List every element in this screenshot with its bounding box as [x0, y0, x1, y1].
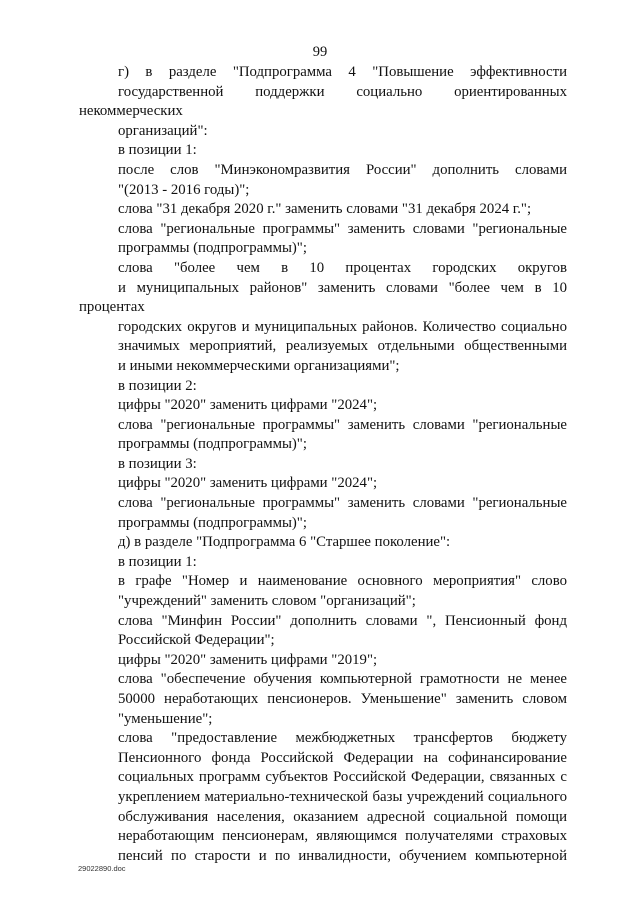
text-line: слова "региональные программы" заменить словами "региональные	[118, 495, 567, 512]
text-line: слова "региональные программы" заменить словами "региональные	[118, 220, 567, 237]
file-name-footer: 29022890.doc	[78, 864, 126, 873]
text-line: программы (подпрограммы)";	[118, 436, 307, 453]
paragraph	[79, 377, 567, 397]
text-line: Пенсионного фонда Российской Федерации на софинансирование	[118, 749, 567, 766]
text-line: программы (подпрограммы)";	[118, 240, 307, 257]
page-number: 99	[312, 44, 328, 60]
text-line: цифры "2020" заменить цифрами "2019";	[118, 651, 378, 668]
paragraph	[79, 670, 567, 729]
text-line: неработающим пенсионерам, являющимся получателями страховых	[118, 828, 567, 845]
paragraph	[79, 396, 567, 416]
text-line: слова "Минфин России" дополнить словами ", Пенсионный фонд	[118, 612, 567, 629]
paragraph	[79, 259, 567, 377]
text-line: обслуживания населения, оказанием адресной социальной помощи	[118, 808, 567, 825]
text-line: слова "обеспечение обучения компьютерной грамотности не менее	[118, 671, 567, 688]
text-line: слова "предоставление межбюджетных трансфертов бюджету	[118, 730, 567, 747]
text-line: в графе "Номер и наименование основного мероприятия" слово	[118, 573, 567, 590]
paragraph	[79, 63, 567, 141]
text-line: и иными некоммерческими организациями";	[118, 357, 400, 374]
text-line: Российской Федерации";	[118, 632, 275, 649]
text-line: в позиции 2:	[118, 377, 197, 394]
paragraph	[79, 533, 567, 553]
text-line: д) в разделе "Подпрограмма 6 "Старшее поколение":	[118, 534, 451, 551]
text-line: организаций":	[118, 122, 208, 139]
text-line: в позиции 1:	[118, 142, 197, 159]
paragraph	[79, 612, 567, 651]
text-line: слова "31 декабря 2020 г." заменить словами "31 декабря 2024 г.";	[118, 201, 532, 218]
text-line: слова "региональные программы" заменить словами "региональные	[118, 416, 567, 433]
text-line: городских округов и муниципальных районов. Количество социально	[118, 318, 567, 335]
text-line: 50000 неработающих пенсионеров. Уменьшение" заменить словом	[118, 691, 567, 707]
paragraph	[79, 200, 567, 220]
text-line: цифры "2020" заменить цифрами "2024";	[118, 397, 378, 414]
paragraph	[79, 651, 567, 671]
paragraph	[79, 220, 567, 259]
paragraph	[79, 553, 567, 573]
text-line: "учреждений" заменить словом "организаций";	[118, 593, 416, 610]
text-line: государственной поддержки социально ориентированных некоммерческих	[79, 83, 567, 120]
paragraph	[79, 141, 567, 161]
text-line: укреплением материально-технической базы учреждений социального	[118, 788, 567, 805]
text-line: программы (подпрограммы)";	[118, 514, 307, 531]
text-line: "(2013 - 2016 годы)";	[118, 181, 250, 198]
text-line: слова "более чем в 10 процентах городских округов	[118, 259, 567, 276]
text-line: социальных программ субъектов Российской Федерации, связанных с	[118, 769, 567, 786]
document-body	[79, 63, 567, 866]
text-line: в позиции 1:	[118, 553, 197, 570]
paragraph	[79, 494, 567, 533]
text-line: цифры "2020" заменить цифрами "2024";	[118, 475, 378, 492]
text-line: в позиции 3:	[118, 455, 197, 472]
text-line: г) в разделе "Подпрограмма 4 "Повышение эффективности	[118, 64, 567, 80]
text-line: "уменьшение";	[118, 710, 213, 727]
paragraph	[79, 416, 567, 455]
paragraph	[79, 161, 567, 200]
text-line: после слов "Минэкономразвития России" дополнить словами	[118, 161, 567, 178]
text-line: пенсий по старости и по инвалидности, обучением компьютерной	[118, 847, 567, 864]
paragraph	[79, 729, 567, 866]
text-line: и муниципальных районов" заменить словами "более чем в 10 процентах	[79, 279, 567, 316]
text-line: значимых мероприятий, реализуемых отдельными общественными	[118, 338, 567, 355]
paragraph	[79, 455, 567, 475]
paragraph	[79, 572, 567, 611]
paragraph	[79, 474, 567, 494]
